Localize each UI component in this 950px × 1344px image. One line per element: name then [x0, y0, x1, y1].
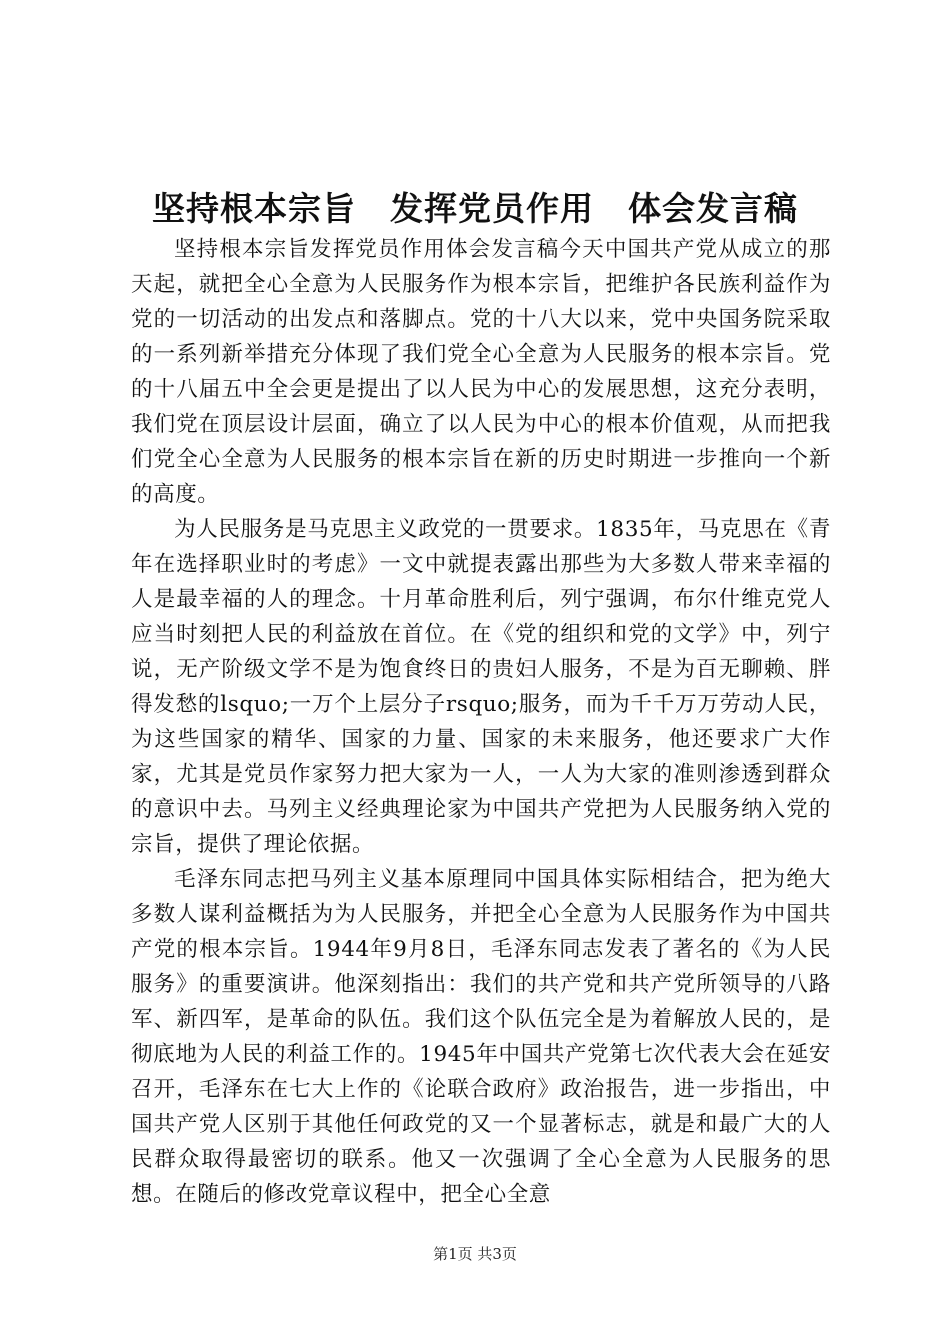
page-number-footer: 第1页 共3页	[433, 1245, 517, 1263]
document-body	[131, 232, 831, 1212]
paragraph-2: 为人民服务是马克思主义政党的一贯要求。1835年，马克思在《青年在选择职业时的考虑》一文中就提表露出那些为大多数人带来幸福的人是最幸福的人的理念。十月革命胜利后，列宁强调，布尔什维克党人应当时刻把人民的利益放在首位。在《党的组织和党的文学》中，列宁说，无产阶级文学不是为饱食终日的贵妇人服务，不是为百无聊赖、胖得发愁的lsquo;一万个上层分子rsquo;服务，而为千千万万劳动人民，为这些国家的精华、国家的力量、国家的未来服务，他还要求广大作家，尤其是党员作家努力把大家为一人，一人为大家的准则渗透到群众的意识中去。马列主义经典理论家为中国共产党把为人民服务纳入党的宗旨，提供了理论依据。	[131, 517, 831, 857]
paragraph-3: 毛泽东同志把马列主义基本原理同中国具体实际相结合，把为绝大多数人谋利益概括为为人民服务，并把全心全意为人民服务作为中国共产党的根本宗旨。1944年9月8日，毛泽东同志发表了著名的《为人民服务》的重要演讲。他深刻指出：我们的共产党和共产党所领导的八路军、新四军，是革命的队伍。我们这个队伍完全是为着解放人民的，是彻底地为人民的利益工作的。1945年中国共产党第七次代表大会在延安召开，毛泽东在七大上作的《论联合政府》政治报告，进一步指出，中国共产党人区别于其他任何政党的又一个显著标志，就是和最广大的人民群众取得最密切的联系。他又一次强调了全心全意为人民服务的思想。在随后的修改党章议程中，把全心全意	[131, 867, 831, 1207]
paragraph-1: 坚持根本宗旨发挥党员作用体会发言稿今天中国共产党从成立的那天起，就把全心全意为人民服务作为根本宗旨，把维护各民族利益作为党的一切活动的出发点和落脚点。党的十八大以来，党中央国务院采取的一系列新举措充分体现了我们党全心全意为人民服务的根本宗旨。党的十八届五中全会更是提出了以人民为中心的发展思想，这充分表明，我们党在顶层设计层面，确立了以人民为中心的根本价值观，从而把我们党全心全意为人民服务的根本宗旨在新的历史时期进一步推向一个新的高度。	[131, 237, 831, 507]
document-title: 坚持根本宗旨 发挥党员作用 体会发言稿	[152, 189, 798, 228]
